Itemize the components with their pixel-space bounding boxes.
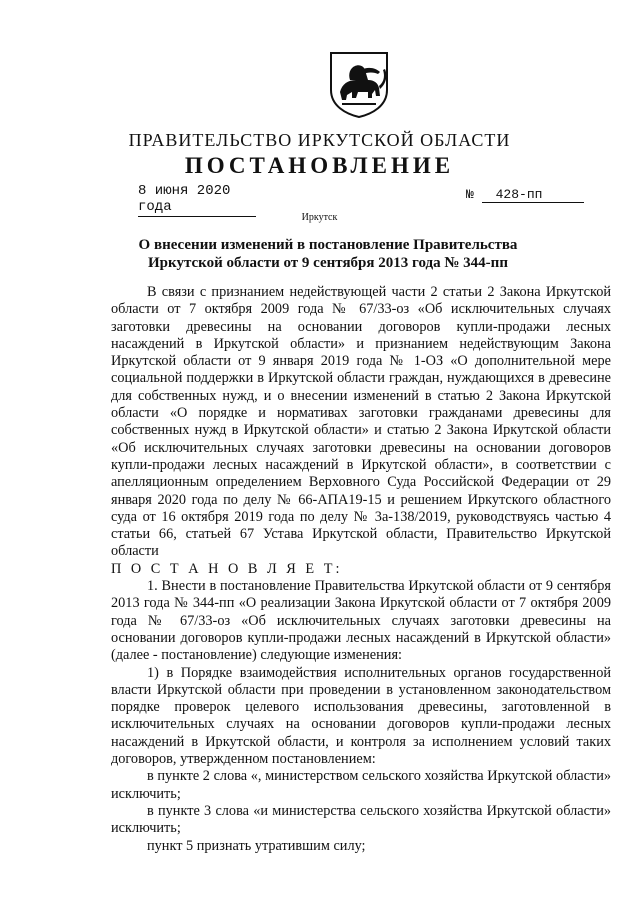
document-type: ПОСТАНОВЛЕНИЕ: [184, 153, 455, 178]
coat-of-arms-icon: [328, 50, 390, 118]
number-sign: №: [466, 187, 474, 202]
government-name: ПРАВИТЕЛЬСТВО ИРКУТСКОЙ ОБЛАСТИ: [128, 130, 511, 150]
document-number-block: [466, 187, 584, 203]
decree-heading: П О С Т А Н О В Л Я Е Т:: [111, 560, 343, 577]
document-date: 8 июня 2020 года: [138, 183, 256, 217]
document-subject: О внесении изменений в постановление Правительства Иркутской области от 9 сентября 2013 года № 344-пп: [138, 237, 518, 271]
point-2-paragraph: в пункте 2 слова «, министерством сельского хозяйства Иркутской области» исключить;: [111, 768, 611, 802]
subitem-1-paragraph: 1) в Порядке взаимодействия исполнительных органов государственной власти Иркутской области при проведении в установленном законодательством порядке проверок целевого использования древесины, заготовленной в исключительных случаях на основании договоров купли-продажи лесных насаждений в Иркутской области, и контроля за исполнением условий таких договоров, утвержденном постановлением:: [111, 664, 611, 768]
point-5-paragraph: пункт 5 признать утратившим силу;: [147, 837, 366, 854]
document-city: Иркутск: [301, 212, 338, 223]
document-body: [111, 284, 611, 855]
item-1-paragraph: 1. Внести в постановление Правительства Иркутской области от 9 сентября 2013 года № 344-пп «О реализации Закона Иркутской области от 7 октября 2009 года № 67/33-оз «Об исключительных случаях заготовки древесины на основании договоров купли-продажи лесных насаждений в Иркутской области» (далее - постановление) следующие изменения:: [111, 578, 611, 664]
point-3-paragraph: в пункте 3 слова «и министерства сельского хозяйства Иркутской области» исключить;: [111, 802, 611, 837]
preamble-paragraph: В связи с признанием недействующей части 2 статьи 2 Закона Иркутской области от 7 октября 2009 года № 67/33-оз «Об исключительных случаях заготовки древесины на основании договоров купли-продажи лесных насаждений в Иркутской области» и признанием недействующим Закона Иркутской области от 9 января 2019 года № 1-ОЗ «О дополнительной мере социальной поддержки в Иркутской области граждан, нуждающихся в древесине для собственных нужд, и о внесении изменений в статью 2 Закона Иркутской области «О порядке и нормативах заготовки гражданами древесины для собственных нужд в Иркутской области» и статью 2 Закона Иркутской области «Об исключительных случаях заготовки древесины на основании договоров купли-продажи лесных насаждений в Иркутской области», в соответствии с апелляционным определением Верховного Суда Российской Федерации от 29 января 2020 года по делу № 66-АПА19-15 и решением Иркутского областного суда от 16 октября 2019 года по делу № 3а-138/2019, руководствуясь частью 4 статьи 66, статьей 67 Устава Иркутской области, Правительство Иркутской области: [111, 284, 611, 560]
document-number: 428-пп: [482, 187, 584, 203]
